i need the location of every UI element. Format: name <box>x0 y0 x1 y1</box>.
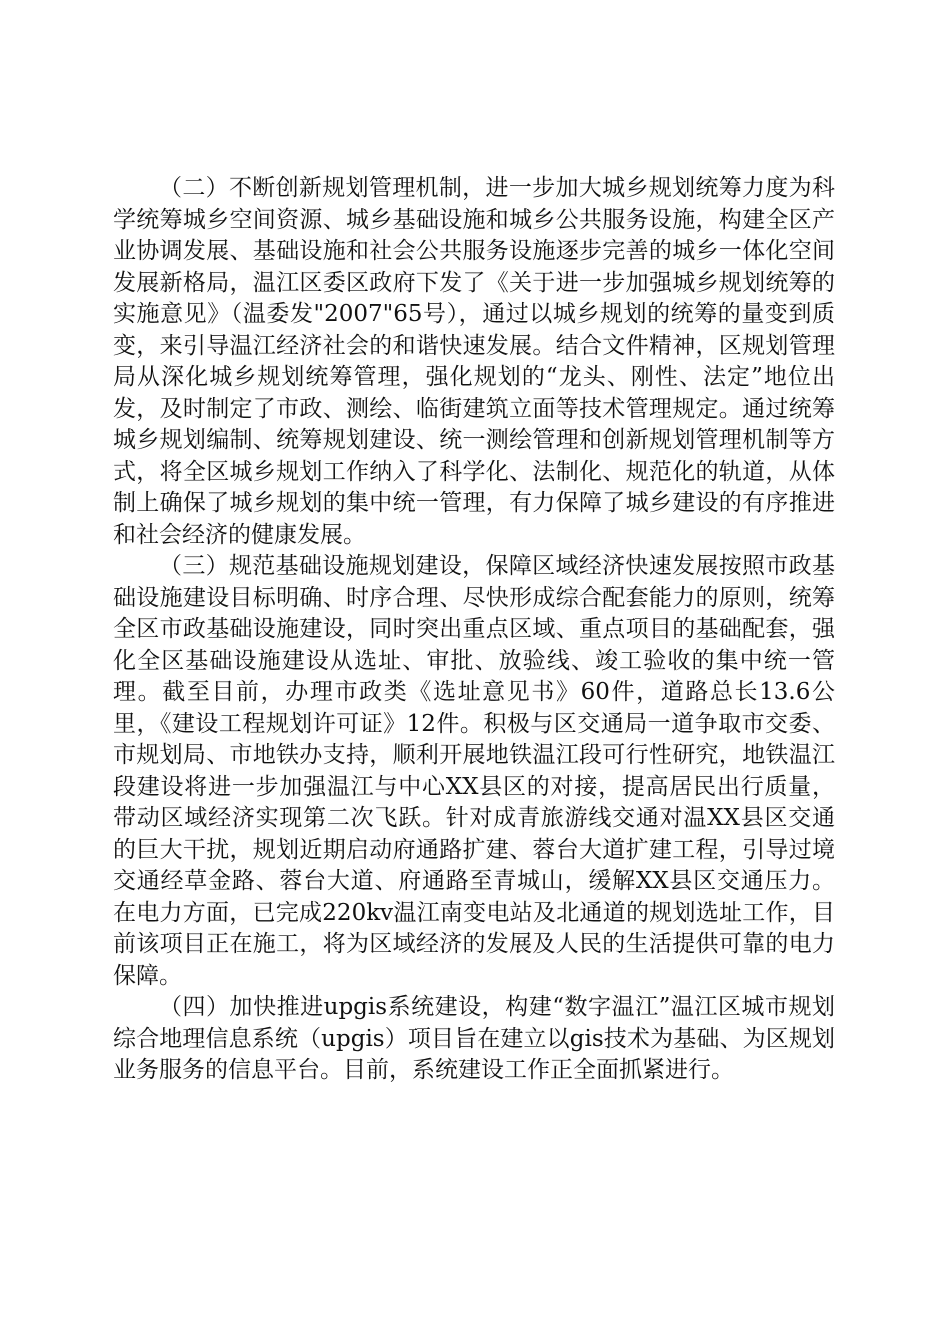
paragraph-urban-rural-planning: （二）不断创新规划管理机制，进一步加大城乡规划统筹力度为科学统筹城乡空间资源、城乡基础设施和城乡公共服务设施，构建全区产业协调发展、基础设施和社会公共服务设施逐步完善的城乡一体化空间发展新格局，温江区委区政府下发了《关于进一步加强城乡规划统筹的实施意见》（温委发"2007"65号），通过以城乡规划的统筹的量变到质变，来引导温江经济社会的和谐快速发展。结合文件精神，区规划管理局从深化城乡规划统筹管理，强化规划的“龙头、刚性、法定”地位出发，及时制定了市政、测绘、临街建筑立面等技术管理规定。通过统筹城乡规划编制、统筹规划建设、统一测绘管理和创新规划管理机制等方式，将全区城乡规划工作纳入了科学化、法制化、规范化的轨道，从体制上确保了城乡规划的集中统一管理，有力保障了城乡建设的有序推进和社会经济的健康发展。 <box>113 175 835 548</box>
paragraph-upgis-system: （四）加快推进upgis系统建设，构建“数字温江”温江区城市规划综合地理信息系统（upgis）项目旨在建立以gis技术为基础、为区规划业务服务的信息平台。目前，系统建设工作正全面抓紧进行。 <box>113 994 835 1083</box>
paragraph-infrastructure-planning: （三）规范基础设施规划建设，保障区域经济快速发展按照市政基础设施建设目标明确、时序合理、尽快形成综合配套能力的原则，统筹全区市政基础设施建设，同时突出重点区域、重点项目的基础配套，强化全区基础设施建设从选址、审批、放验线、竣工验收的集中统一管理。截至目前，办理市政类《选址意见书》60件，道路总长13.6公里，《建设工程规划许可证》12件。积极与区交通局一道争取市交委、市规划局、市地铁办支持，顺利开展地铁温江段可行性研究，地铁温江段建设将进一步加强温江与中心XX县区的对接，提高居民出行质量，带动区域经济实现第二次飞跃。针对成青旅游线交通对温XX县区交通的巨大干扰，规划近期启动府通路扩建、蓉台大道扩建工程，引导过境交通经草金路、蓉台大道、府通路至青城山，缓解XX县区交通压力。在电力方面，已完成220kv温江南变电站及北通道的规划选址工作，目前该项目正在施工，将为区域经济的发展及人民的生活提供可靠的电力保障。 <box>113 553 835 989</box>
document-page <box>113 173 835 1087</box>
